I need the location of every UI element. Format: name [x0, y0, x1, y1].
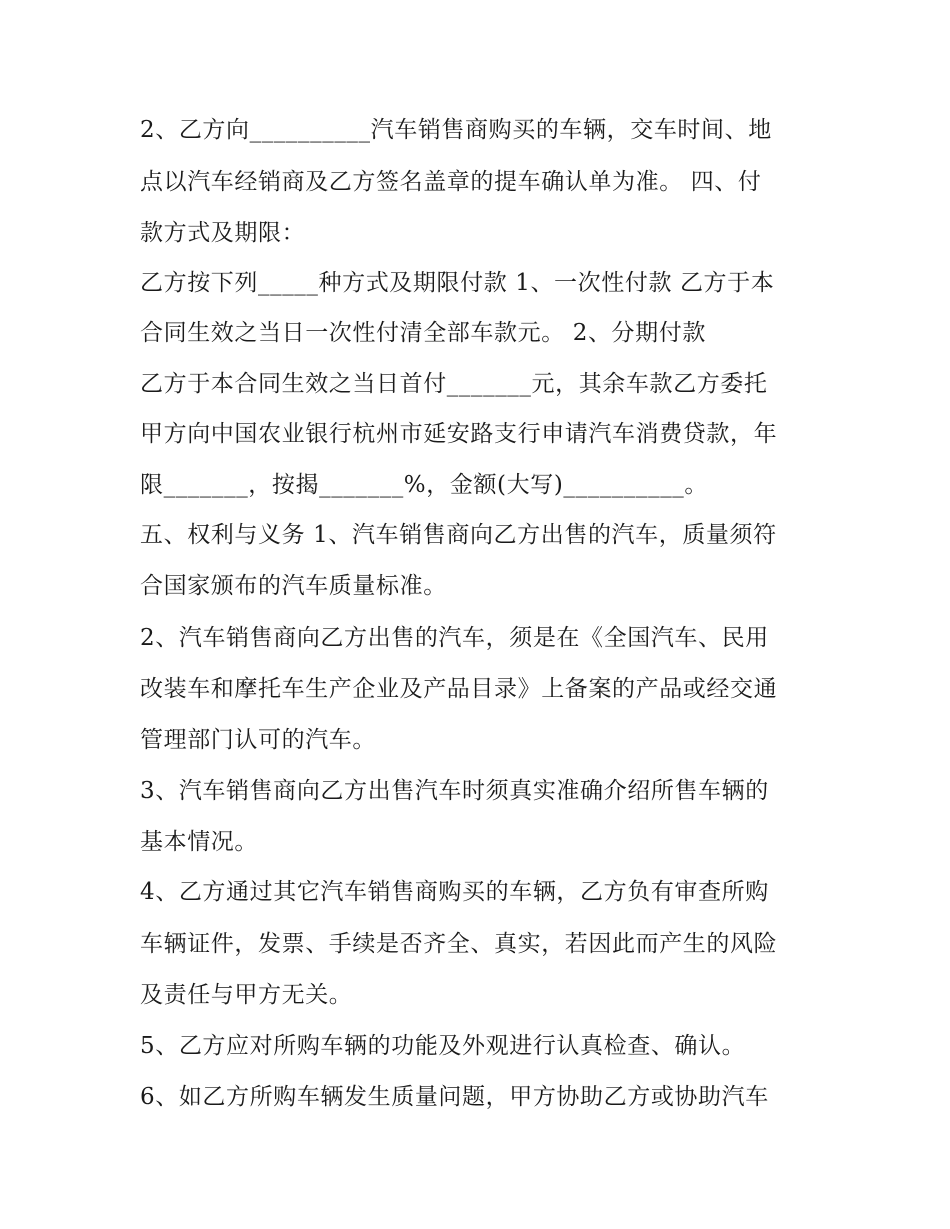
text-line: 改装车和摩托车生产企业及产品目录》上备案的产品或经交通 — [140, 676, 778, 702]
text-line: 6、如乙方所购车辆发生质量问题，甲方协助乙方或协助汽车 — [140, 1084, 769, 1110]
text-line: 乙方于本合同生效之当日首付_______元，其余车款乙方委托 — [140, 371, 768, 397]
text-line: 2、汽车销售商向乙方出售的汽车，须是在《全国汽车、民用 — [140, 625, 769, 651]
text-line: 合国家颁布的汽车质量标准。 — [140, 573, 447, 599]
text-line: 甲方向中国农业银行杭州市延安路支行申请汽车消费贷款，年 — [140, 421, 778, 447]
text-line: 款方式及期限： — [140, 220, 306, 246]
text-line: 4、乙方通过其它汽车销售商购买的车辆，乙方负有审查所购 — [140, 879, 769, 905]
text-line: 五、权利与义务 1、汽车销售商向乙方出售的汽车，质量须符 — [140, 522, 777, 548]
text-line: 基本情况。 — [140, 829, 258, 855]
text-line: 5、乙方应对所购车辆的功能及外观进行认真检查、确认。 — [140, 1033, 746, 1059]
text-line: 乙方按下列_____种方式及期限付款 1、一次性付款 乙方于本 — [140, 270, 775, 296]
text-line: 限_______，按揭_______%，金额(大写)__________。 — [140, 472, 709, 498]
text-line: 2、乙方向__________汽车销售商购买的车辆，交车时间、地 — [140, 117, 772, 143]
text-line: 车辆证件，发票、手续是否齐全、真实，若因此而产生的风险 — [140, 931, 778, 957]
text-line: 3、汽车销售商向乙方出售汽车时须真实准确介绍所售车辆的 — [140, 778, 769, 804]
text-line: 点以汽车经销商及乙方签名盖章的提车确认单为准。 四、付 — [140, 169, 762, 195]
text-line: 及责任与甲方无关。 — [140, 982, 353, 1008]
text-line: 合同生效之当日一次性付清全部车款元。 2、分期付款 — [140, 320, 706, 346]
text-line: 管理部门认可的汽车。 — [140, 727, 376, 753]
